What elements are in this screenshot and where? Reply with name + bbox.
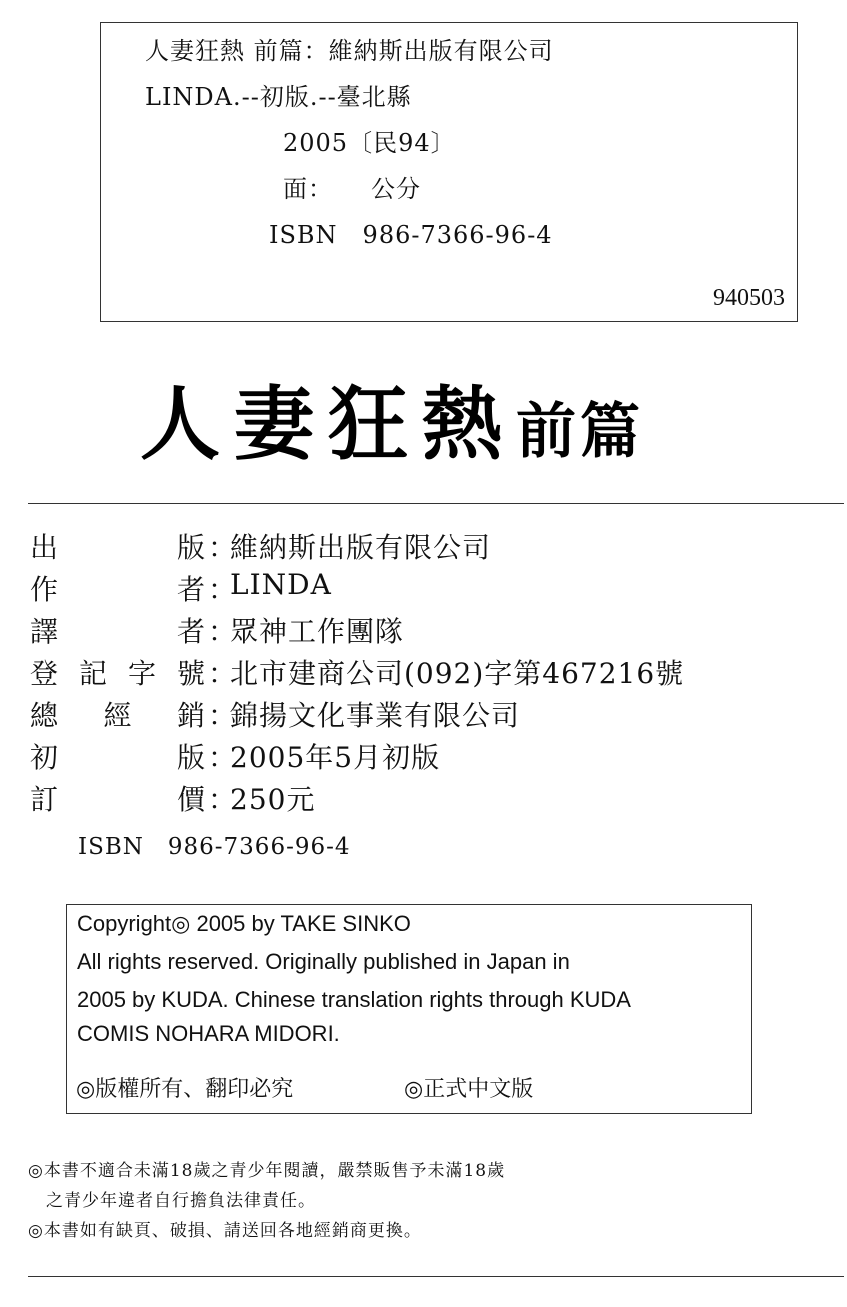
- return-notice: ◎本書如有缺頁、破損、請送回各地經銷商更換。: [28, 1221, 422, 1241]
- pub-value: 維納斯出版有限公司: [230, 531, 492, 564]
- pub-label: 出 版: [30, 531, 205, 564]
- rights-reserved-note: ◎版權所有、翻印必究: [76, 1077, 294, 1102]
- book-title-part: 前篇: [516, 397, 644, 467]
- pub-value: 眾神工作團隊: [230, 615, 405, 648]
- copyright-line: 2005 by KUDA. Chinese translation rights through KUDA: [77, 987, 631, 1012]
- age-notice-line1: ◎本書不適合未滿18歲之青少年閱讀，嚴禁販售予未滿18歲: [28, 1161, 506, 1181]
- isbn: ISBN 986-7366-96-4: [78, 834, 351, 860]
- pub-label: 初 版: [30, 741, 205, 774]
- pub-label: 總 經 銷: [30, 699, 205, 732]
- cip-year-line: 2005〔民94〕: [283, 129, 456, 157]
- age-notice-line2: 之青少年違者自行擔負法律責任。: [28, 1191, 316, 1211]
- pub-colon: ：: [208, 699, 237, 732]
- pub-value: LINDA: [230, 568, 332, 601]
- pub-label: 訂 價: [30, 783, 205, 816]
- pub-label: 作 者: [30, 573, 205, 606]
- pub-colon: ：: [208, 657, 237, 690]
- book-title-main: 人妻狂熱: [140, 378, 516, 471]
- cip-title-line: 人妻狂熱 前篇：維納斯出版有限公司: [145, 37, 554, 65]
- cip-isbn-line: ISBN 986-7366-96-4: [269, 221, 553, 249]
- book-title: [140, 360, 644, 475]
- pub-value: 2005年5月初版: [230, 741, 441, 774]
- cip-box: [100, 22, 798, 322]
- copyright-line: COMIS NOHARA MIDORI.: [77, 1021, 340, 1046]
- pub-colon: ：: [208, 615, 237, 648]
- copyright-line: All rights reserved. Originally published in Japan in: [77, 949, 570, 974]
- pub-label: 登 記 字 號: [30, 657, 205, 690]
- divider-bottom: [28, 1276, 844, 1277]
- pub-colon: ：: [208, 573, 237, 606]
- pub-label: 譯 者: [30, 615, 205, 648]
- cip-code: 940503: [713, 285, 785, 311]
- divider-top: [28, 503, 844, 504]
- copyright-line: Copyright◎ 2005 by TAKE SINKO: [77, 911, 411, 936]
- pub-value: 錦揚文化事業有限公司: [230, 699, 521, 732]
- pub-colon: ：: [208, 741, 237, 774]
- pub-value: 250元: [230, 783, 316, 816]
- pub-colon: ：: [208, 531, 237, 564]
- official-edition-note: ◎正式中文版: [404, 1077, 534, 1102]
- cip-pages-line: 面： 公分: [283, 175, 421, 203]
- pub-colon: ：: [208, 783, 237, 816]
- pub-value: 北市建商公司(092)字第467216號: [230, 657, 685, 690]
- cip-author-line: LINDA.--初版.--臺北縣: [145, 83, 412, 111]
